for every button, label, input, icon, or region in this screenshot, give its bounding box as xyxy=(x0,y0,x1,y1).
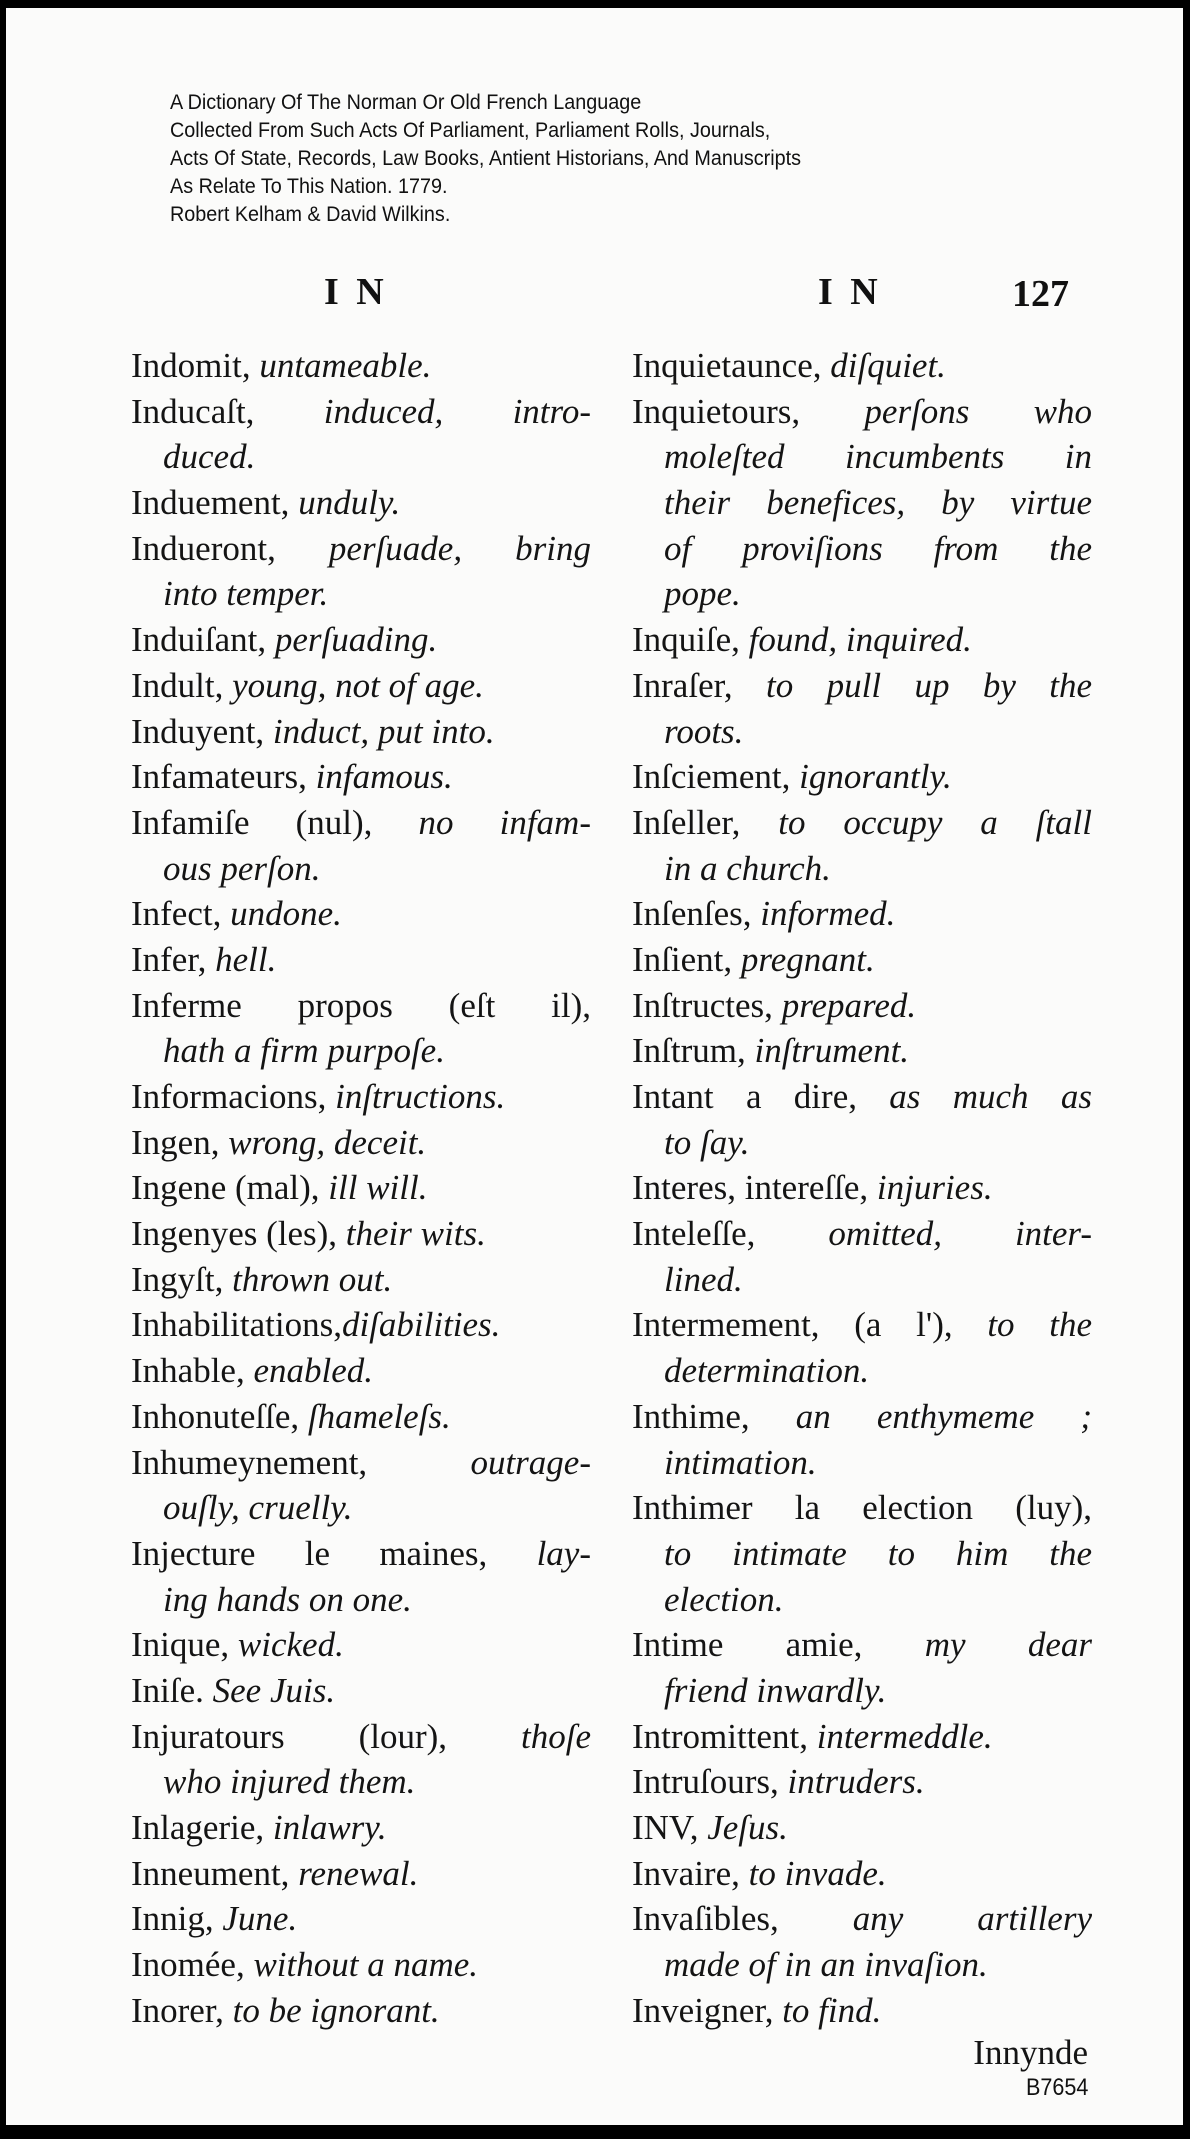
headword-text: Ingen, xyxy=(131,1122,229,1162)
entry-continuation-line xyxy=(131,571,591,617)
dictionary-entry xyxy=(632,1896,1092,1987)
definition-text: intruders. xyxy=(787,1762,925,1802)
headword-text: Intruſours, xyxy=(632,1762,788,1802)
entry-line xyxy=(632,1394,1092,1440)
definition-text: enabled. xyxy=(253,1351,373,1391)
headword-text: Ingenyes (les), xyxy=(131,1214,346,1254)
headword-text: Inſenſes, xyxy=(632,894,761,934)
entry-line xyxy=(632,617,1092,663)
dictionary-entry xyxy=(632,1211,1092,1302)
dictionary-entry xyxy=(632,617,1092,663)
headword-text: Inferme propos (eſt il), xyxy=(131,985,591,1025)
headword-text: INV, xyxy=(632,1808,708,1847)
headword-text: Inveigner, xyxy=(632,1990,783,2030)
definition-text: injuries. xyxy=(876,1168,993,1208)
dictionary-entry xyxy=(131,1211,591,1257)
entry-line xyxy=(131,1668,591,1714)
definition-text: informed. xyxy=(760,894,896,934)
dictionary-entry xyxy=(632,754,1092,800)
headword-text: Inique, xyxy=(131,1625,238,1665)
dictionary-entry xyxy=(632,800,1092,891)
definition-text: moleſted incumbents in xyxy=(664,437,1092,477)
dictionary-entry xyxy=(632,1485,1092,1622)
entry-continuation-line xyxy=(632,1577,1092,1623)
definition-text: renewal. xyxy=(298,1853,419,1893)
dictionary-entry xyxy=(632,1074,1092,1165)
entry-line xyxy=(131,1120,591,1166)
entry-line xyxy=(131,1074,591,1120)
definition-text: in a church. xyxy=(664,848,831,888)
entry-line xyxy=(131,1714,591,1760)
headword-text: Induiſant, xyxy=(131,620,275,660)
headword-text: Ingyſt, xyxy=(131,1259,233,1299)
definition-text: duced. xyxy=(163,437,256,477)
dictionary-entry xyxy=(131,1668,591,1714)
entry-continuation-line xyxy=(131,1485,591,1531)
headword-text: Inhabilitations, xyxy=(131,1305,342,1345)
entry-continuation-line xyxy=(632,434,1092,480)
definition-text: to occupy a ſtall xyxy=(778,802,1092,842)
dictionary-entry xyxy=(131,617,591,663)
dictionary-entry xyxy=(632,983,1092,1029)
entry-line xyxy=(131,1302,591,1348)
headword-text: Invaſibles, xyxy=(632,1899,853,1939)
definition-text: my dear xyxy=(924,1625,1092,1665)
definition-text: inſtrument. xyxy=(754,1031,910,1071)
catchword: Innynde xyxy=(973,2033,1088,2072)
entry-line xyxy=(632,663,1092,709)
definition-text: lined. xyxy=(664,1259,743,1299)
definition-text: their wits. xyxy=(345,1214,486,1254)
entry-line xyxy=(131,800,591,846)
headword-text: Invaire, xyxy=(632,1853,749,1893)
dictionary-entry xyxy=(131,389,591,480)
dictionary-entry xyxy=(131,754,591,800)
dictionary-entry xyxy=(131,891,591,937)
definition-text: no infam- xyxy=(418,802,591,842)
running-head-right: I N xyxy=(818,271,882,313)
headword-text: Inlagerie, xyxy=(131,1808,273,1847)
entry-line xyxy=(131,1394,591,1440)
entry-line xyxy=(632,343,1092,389)
entry-line xyxy=(632,800,1092,846)
entry-line xyxy=(131,389,591,435)
definition-text: wrong, deceit. xyxy=(228,1122,427,1162)
entry-line xyxy=(632,389,1092,435)
headword-text: Inſtrum, xyxy=(632,1031,755,1071)
headword-text: Inhumeynement, xyxy=(131,1442,471,1482)
definition-text: determination. xyxy=(664,1351,870,1391)
dictionary-entry xyxy=(632,1165,1092,1211)
entry-line xyxy=(131,1988,591,2034)
dictionary-entry xyxy=(131,1714,591,1805)
dictionary-page xyxy=(6,8,1183,2125)
definition-text: intimation. xyxy=(664,1442,817,1482)
definition-text: prepared. xyxy=(781,985,917,1025)
dictionary-entry xyxy=(632,1988,1092,2034)
headword-text: Induement, xyxy=(131,483,299,523)
definition-text: infamous. xyxy=(315,757,453,797)
entry-continuation-line xyxy=(632,1120,1092,1166)
definition-text: perſuade, bring xyxy=(328,528,591,568)
headword-text: Intant a dire, xyxy=(632,1077,890,1116)
headword-text: Ingene (mal), xyxy=(131,1168,329,1208)
definition-text: Jeſus. xyxy=(707,1808,788,1847)
dictionary-entry xyxy=(131,1394,591,1440)
dictionary-entry xyxy=(131,1805,591,1851)
entry-line xyxy=(131,1805,591,1851)
headword-text: Intromittent, xyxy=(632,1716,817,1756)
definition-text: perſuading. xyxy=(274,620,438,660)
dictionary-entry xyxy=(131,709,591,755)
headword-text: Inorer, xyxy=(131,1990,233,2030)
entry-line xyxy=(131,1942,591,1988)
entry-line xyxy=(131,480,591,526)
dictionary-entry xyxy=(632,937,1092,983)
definition-text: into temper. xyxy=(163,574,329,614)
definition-text: unduly. xyxy=(298,483,401,523)
dictionary-entry xyxy=(131,663,591,709)
running-head-left: I N xyxy=(324,271,388,313)
dictionary-entry xyxy=(131,480,591,526)
headword-text: Inteleſſe, xyxy=(632,1214,829,1254)
headword-text: Inthimer la election (luy), xyxy=(632,1488,1092,1528)
entry-line xyxy=(632,1074,1092,1120)
headword-text: Informacions, xyxy=(131,1077,336,1116)
entry-line xyxy=(632,1165,1092,1211)
entry-line xyxy=(632,1714,1092,1760)
page-number: 127 xyxy=(1012,273,1069,315)
entry-line xyxy=(131,754,591,800)
headword-text: Innig, xyxy=(131,1899,223,1939)
entry-line xyxy=(632,983,1092,1029)
headword-text: Indomit, xyxy=(131,346,260,385)
headword-text: Inſient, xyxy=(632,939,741,979)
definition-text: inſtructions. xyxy=(335,1077,506,1116)
headword-text: Inſciement, xyxy=(632,757,800,797)
dictionary-entry xyxy=(131,1896,591,1942)
definition-text: to the xyxy=(987,1305,1092,1345)
definition-text: to be ignorant. xyxy=(232,1990,440,2030)
entry-line xyxy=(131,937,591,983)
definition-text: perſons who xyxy=(864,391,1092,431)
title-line: A Dictionary Of The Norman Or Old French Language xyxy=(170,90,642,114)
definition-text: ill will. xyxy=(328,1168,428,1208)
definition-text: an enthymeme ; xyxy=(795,1396,1092,1436)
definition-text: to pull up by the xyxy=(766,665,1092,705)
headword-text: Iniſe. xyxy=(131,1670,213,1710)
authors-line: Robert Kelham & David Wilkins. xyxy=(170,202,451,226)
entry-line xyxy=(131,1622,591,1668)
dictionary-entry xyxy=(131,800,591,891)
entry-line xyxy=(632,1759,1092,1805)
title-line: Collected From Such Acts Of Parliament, Parliament Rolls, Journals, xyxy=(170,118,771,142)
entry-continuation-line xyxy=(632,480,1092,526)
entry-line xyxy=(131,1440,591,1486)
definition-text: pope. xyxy=(664,574,741,614)
definition-text: to find. xyxy=(782,1990,882,2030)
definition-text: made of in an invaſion. xyxy=(664,1945,988,1985)
definition-text: found, inquired. xyxy=(748,620,972,660)
entry-line xyxy=(632,1988,1092,2034)
entry-continuation-line xyxy=(632,526,1092,572)
right-column xyxy=(632,343,1092,2033)
headword-text: Infer, xyxy=(131,939,216,979)
definition-text: to invade. xyxy=(748,1853,887,1893)
entry-continuation-line xyxy=(632,1348,1092,1394)
entry-continuation-line xyxy=(131,434,591,480)
headword-text: Infamiſe (nul), xyxy=(131,802,419,842)
dictionary-entry xyxy=(632,1805,1092,1851)
entry-line xyxy=(632,937,1092,983)
dictionary-entry xyxy=(632,1622,1092,1713)
definition-text: omitted, inter- xyxy=(828,1214,1092,1254)
headword-text: Intermement, (a l'), xyxy=(632,1305,988,1345)
headword-text: Inquiſe, xyxy=(632,620,749,660)
entry-line xyxy=(131,343,591,389)
definition-text: to ſay. xyxy=(664,1122,750,1162)
entry-line xyxy=(632,891,1092,937)
definition-text: ignorantly. xyxy=(799,757,952,797)
definition-text: their benefices, by virtue xyxy=(664,483,1092,523)
dictionary-entry xyxy=(632,1714,1092,1760)
entry-line xyxy=(632,1485,1092,1531)
entry-line xyxy=(131,891,591,937)
definition-text: ſhameleſs. xyxy=(307,1396,451,1436)
entry-line xyxy=(131,1896,591,1942)
definition-text: intermeddle. xyxy=(816,1716,993,1756)
dictionary-entry xyxy=(632,1028,1092,1074)
entry-continuation-line xyxy=(632,571,1092,617)
entry-continuation-line xyxy=(632,709,1092,755)
definition-text: without a name. xyxy=(253,1945,479,1985)
entry-continuation-line xyxy=(632,1531,1092,1577)
entry-line xyxy=(131,526,591,572)
definition-text: June. xyxy=(222,1899,298,1939)
definition-text: ouſly, cruelly. xyxy=(163,1488,353,1528)
definition-text: diſabilities. xyxy=(341,1305,501,1345)
dictionary-entry xyxy=(131,1622,591,1668)
headword-text: Inquietours, xyxy=(632,391,865,431)
headword-text: Inquietaunce, xyxy=(632,346,831,385)
entry-line xyxy=(632,1302,1092,1348)
dictionary-entry xyxy=(131,937,591,983)
dictionary-entry xyxy=(131,1074,591,1120)
dictionary-entry xyxy=(131,343,591,389)
entry-line xyxy=(632,1211,1092,1257)
dictionary-entry xyxy=(131,1165,591,1211)
entry-line xyxy=(632,1851,1092,1897)
entry-line xyxy=(131,1851,591,1897)
definition-text: untameable. xyxy=(259,346,432,385)
headword-text: Inraſer, xyxy=(632,665,766,705)
entry-continuation-line xyxy=(632,1257,1092,1303)
entry-line xyxy=(632,754,1092,800)
entry-line xyxy=(632,1622,1092,1668)
headword-text: Indult, xyxy=(131,665,233,705)
definition-text: thoſe xyxy=(521,1716,591,1756)
dictionary-entry xyxy=(131,1851,591,1897)
headword-text: Intime amie, xyxy=(632,1625,925,1665)
definition-text: hell. xyxy=(215,939,277,979)
entry-continuation-line xyxy=(632,846,1092,892)
entry-line xyxy=(131,1257,591,1303)
dictionary-entry xyxy=(131,1531,591,1622)
headword-text: Interes, intereſſe, xyxy=(632,1168,877,1208)
entry-continuation-line xyxy=(131,1577,591,1623)
definition-text: ing hands on one. xyxy=(163,1579,412,1619)
definition-text: wicked. xyxy=(237,1625,344,1665)
headword-text: Induyent, xyxy=(131,711,273,751)
definition-text: lay- xyxy=(536,1533,591,1573)
dictionary-entry xyxy=(632,389,1092,617)
definition-text: See Juis. xyxy=(212,1670,336,1710)
definition-text: undone. xyxy=(230,894,342,934)
entry-continuation-line xyxy=(131,1759,591,1805)
entry-line xyxy=(632,1896,1092,1942)
dictionary-entry xyxy=(632,1851,1092,1897)
headword-text: Infamateurs, xyxy=(131,757,316,797)
headword-text: Injuratours (lour), xyxy=(131,1716,522,1756)
entry-continuation-line xyxy=(632,1668,1092,1714)
entry-line xyxy=(131,983,591,1029)
entry-line xyxy=(131,1531,591,1577)
entry-line xyxy=(131,663,591,709)
definition-text: any artillery xyxy=(852,1899,1092,1939)
headword-text: Inſtructes, xyxy=(632,985,782,1025)
dictionary-entry xyxy=(131,983,591,1074)
headword-text: Inneument, xyxy=(131,1853,299,1893)
definition-text: diſquiet. xyxy=(830,346,946,385)
image-code: B7654 xyxy=(1025,2074,1088,2101)
left-column xyxy=(131,343,591,2033)
entry-continuation-line xyxy=(131,1028,591,1074)
definition-text: thrown out. xyxy=(232,1259,393,1299)
definition-text: pregnant. xyxy=(740,939,875,979)
definition-text: to intimate to him the xyxy=(664,1533,1092,1573)
dictionary-entry xyxy=(632,1394,1092,1485)
entry-line xyxy=(632,1805,1092,1851)
entry-line xyxy=(131,709,591,755)
definition-text: as much as xyxy=(889,1077,1092,1116)
dictionary-entry xyxy=(632,1302,1092,1393)
entry-continuation-line xyxy=(632,1942,1092,1988)
headword-text: Injecture le maines, xyxy=(131,1533,537,1573)
entry-line xyxy=(131,617,591,663)
dictionary-entry xyxy=(632,891,1092,937)
definition-text: election. xyxy=(664,1579,784,1619)
dictionary-entry xyxy=(131,1988,591,2034)
headword-text: Inthime, xyxy=(632,1396,796,1436)
entry-line xyxy=(131,1211,591,1257)
headword-text: Inhable, xyxy=(131,1351,254,1391)
headword-text: Inducaſt, xyxy=(131,391,324,431)
definition-text: induced, intro- xyxy=(323,391,591,431)
headword-text: Inhonuteſſe, xyxy=(131,1396,308,1436)
definition-text: who injured them. xyxy=(163,1762,416,1802)
definition-text: inlawry. xyxy=(272,1808,387,1847)
definition-text: roots. xyxy=(664,711,744,751)
definition-text: hath a firm purpoſe. xyxy=(163,1031,445,1071)
dictionary-entry xyxy=(632,343,1092,389)
title-line: Acts Of State, Records, Law Books, Antient Historians, And Manuscripts xyxy=(170,146,802,170)
headword-text: Inſeller, xyxy=(632,802,779,842)
definition-text: of proviſions from the xyxy=(664,528,1092,568)
headword-text: Infect, xyxy=(131,894,231,934)
headword-text: Inomée, xyxy=(131,1945,254,1985)
dictionary-entry xyxy=(632,663,1092,754)
headword-text: Indueront, xyxy=(131,528,329,568)
definition-text: induct, put into. xyxy=(272,711,495,751)
dictionary-entry xyxy=(632,1759,1092,1805)
definition-text: young, not of age. xyxy=(232,665,484,705)
dictionary-entry xyxy=(131,1302,591,1348)
dictionary-entry xyxy=(131,1440,591,1531)
dictionary-entry xyxy=(131,526,591,617)
dictionary-entry xyxy=(131,1348,591,1394)
dictionary-entry xyxy=(131,1120,591,1166)
entry-continuation-line xyxy=(131,846,591,892)
entry-line xyxy=(632,1028,1092,1074)
entry-line xyxy=(131,1348,591,1394)
definition-text: friend inwardly. xyxy=(664,1670,887,1710)
definition-text: outrage- xyxy=(470,1442,591,1482)
entry-line xyxy=(131,1165,591,1211)
definition-text: ous perſon. xyxy=(163,848,321,888)
book-title-block xyxy=(170,88,801,228)
dictionary-entry xyxy=(131,1257,591,1303)
dictionary-entry xyxy=(131,1942,591,1988)
entry-continuation-line xyxy=(632,1440,1092,1486)
title-line: As Relate To This Nation. 1779. xyxy=(170,174,448,198)
